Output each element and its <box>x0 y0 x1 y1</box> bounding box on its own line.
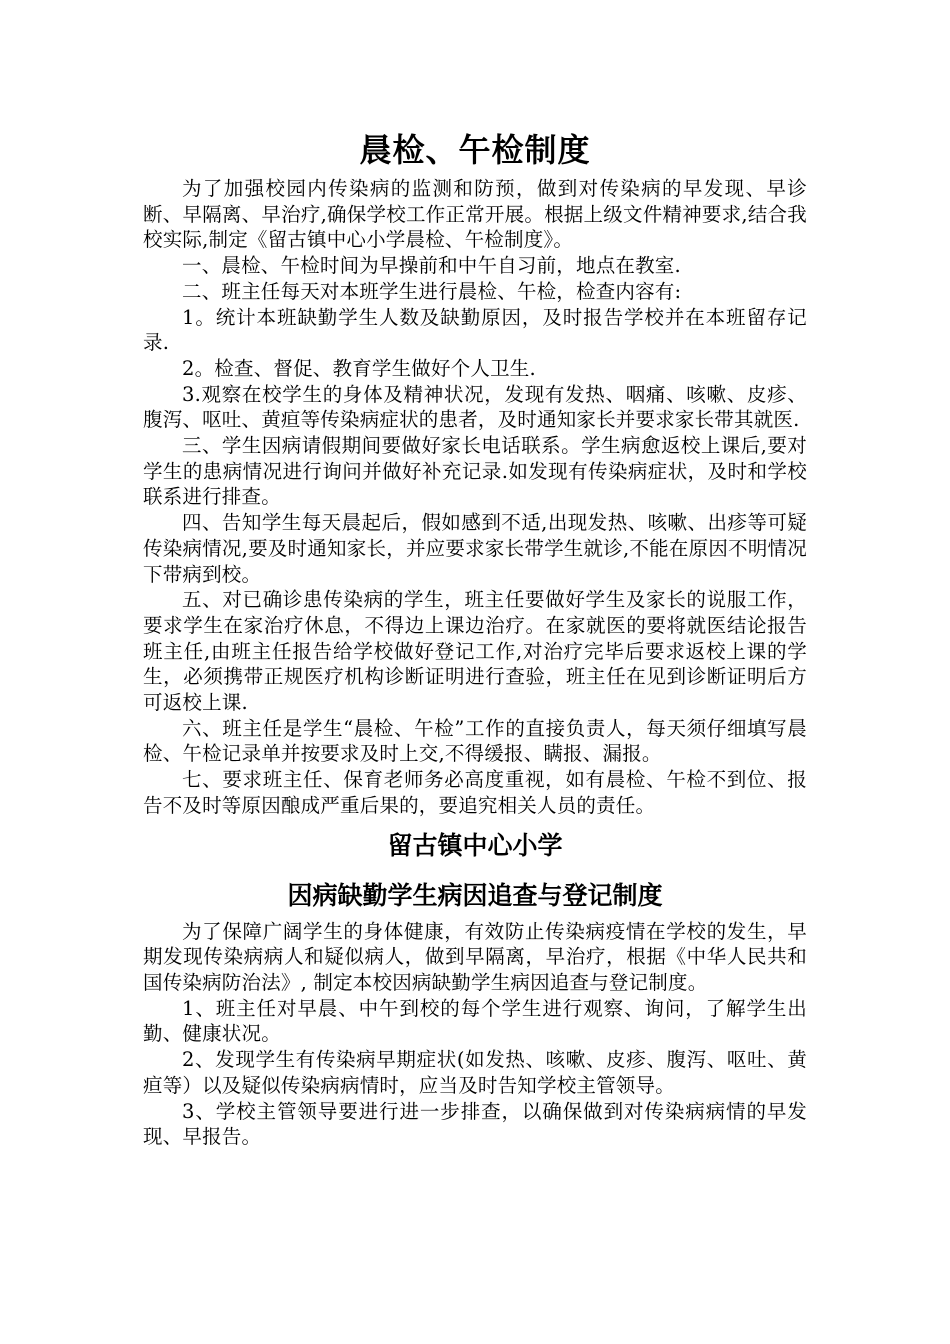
document-title: 晨检、午检制度 <box>359 131 591 169</box>
second-document-title: 因病缺勤学生病因追查与登记制度 <box>287 880 663 910</box>
paragraph-item-7: 七、要求班主任、保育老师务必高度重视，如有晨检、午检不到位、报告不及时等原因酿成严重后果的，要追究相关人员的责任。 <box>143 768 807 817</box>
paragraph-item-5: 五、对已确诊患传染病的学生，班主任要做好学生及家长的说服工作，要求学生在家治疗休息，不得边上课边治疗。在家就医的要将就医结论报告班主任,由班主任报告给学校做好登记工作,对治疗完毕后要求返校上课的学生，必须携带正规医疗机构诊断证明进行查验，班主任在见到诊断证明后方可返校上课. <box>143 588 807 715</box>
section-morning-noon-check <box>143 176 807 819</box>
school-name: 留古镇中心小学 <box>387 830 563 860</box>
paragraph-item-4: 四、告知学生每天晨起后，假如感到不适,出现发热、咳嗽、出疹等可疑传染病情况,要及时通知家长，并应要求家长带学生就诊,不能在原因不明情况下带病到校。 <box>143 511 807 586</box>
paragraph-subitem-3: 3.观察在校学生的身体及精神状况，发现有发热、咽痛、咳嗽、皮疹、腹泻、呕吐、黄疸等传染病症状的患者，及时通知家长并要求家长带其就医. <box>143 382 807 432</box>
paragraph-item-1: 1、班主任对早晨、中午到校的每个学生进行观察、询问，了解学生出勤、健康状况。 <box>143 996 807 1046</box>
document-page <box>143 128 807 1150</box>
paragraph-subitem-1: 1。统计本班缺勤学生人数及缺勤原因，及时报告学校并在本班留存记录. <box>143 305 807 355</box>
paragraph-item-2: 二、班主任每天对本班学生进行晨检、午检，检查内容有: <box>182 279 682 303</box>
paragraph-item-1: 一、晨检、午检时间为早操前和中午自习前，地点在教室. <box>182 254 681 278</box>
paragraph-intro: 为了保障广阔学生的身体健康，有效防止传染病疫情在学校的发生，早期发现传染病病人和疑似病人，做到早隔离，早治疗，根据《中华人民共和国传染病防治法》, 制定本校因病缺勤学生病因追查与登记制度。 <box>143 919 807 994</box>
paragraph-subitem-2: 2。检查、督促、教育学生做好个人卫生. <box>182 356 536 380</box>
section-absence-tracking <box>143 919 807 1150</box>
paragraph-item-3: 3、学校主管领导要进行进一步排查，以确保做到对传染病病情的早发现、早报告。 <box>143 1099 807 1149</box>
paragraph-item-2: 2、发现学生有传染病早期症状(如发热、咳嗽、皮疹、腹泻、呕吐、黄疸等）以及疑似传染病病情时，应当及时告知学校主管领导。 <box>143 1048 807 1097</box>
paragraph-intro: 为了加强校园内传染病的监测和防预，做到对传染病的早发现、早诊断、早隔离、早治疗,确保学校工作正常开展。根据上级文件精神要求,结合我校实际,制定《留古镇中心小学晨检、午检制度》。 <box>143 177 807 252</box>
paragraph-item-3: 三、学生因病请假期间要做好家长电话联系。学生病愈返校上课后,要对学生的患病情况进行询问并做好补充记录.如发现有传染病症状，及时和学校联系进行排查。 <box>143 434 807 509</box>
paragraph-item-6: 六、班主任是学生“晨检、午检”工作的直接负责人，每天须仔细填写晨检、午检记录单并按要求及时上交,不得缓报、瞒报、漏报。 <box>143 716 807 766</box>
